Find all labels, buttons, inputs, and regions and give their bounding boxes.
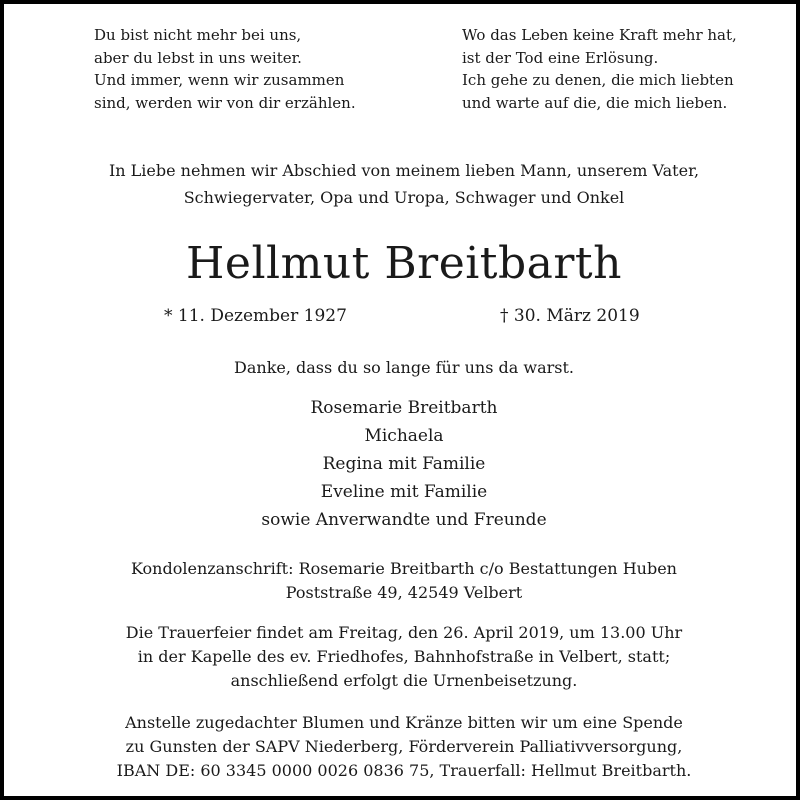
birth-date: * 11. Dezember 1927 — [164, 306, 347, 326]
donation-info — [4, 711, 800, 783]
intro-line: In Liebe nehmen wir Abschied von meinem lieben Mann, unserem Vater, — [108, 161, 700, 180]
death-date: † 30. März 2019 — [500, 306, 640, 326]
poem-line: aber du lebst in uns weiter. — [94, 48, 302, 67]
poem-line: sind, werden wir von dir erzählen. — [94, 93, 356, 112]
deceased-name: Hellmut Breitbarth — [186, 238, 622, 289]
poem-line: Wo das Leben keine Kraft mehr hat, — [462, 26, 737, 44]
thanks-line: Danke, dass du so lange für uns da warst. — [234, 358, 574, 377]
donation-line: zu Gunsten der SAPV Niederberg, Förderverein Palliativversorgung, — [125, 737, 683, 756]
funeral-info — [4, 621, 800, 693]
family-member: sowie Anverwandte und Freunde — [261, 510, 547, 530]
family-member: Eveline mit Familie — [320, 482, 488, 502]
family-member: Regina mit Familie — [322, 454, 486, 474]
poem-left — [94, 24, 356, 114]
donation-line: IBAN DE: 60 3345 0000 0026 0836 75, Trauerfall: Hellmut Breitbarth. — [116, 761, 692, 780]
poem-line: Ich gehe zu denen, die mich liebten — [462, 71, 734, 89]
poem-line: Du bist nicht mehr bei uns, — [94, 26, 302, 44]
condolence-address — [4, 557, 800, 605]
poem-line: ist der Tod eine Erlösung. — [462, 48, 659, 67]
poem-line: und warte auf die, die mich lieben. — [462, 93, 728, 112]
poem-right — [462, 24, 737, 114]
donation-line: Anstelle zugedachter Blumen und Kränze bitten wir um eine Spende — [125, 713, 683, 732]
intro-line: Schwiegervater, Opa und Uropa, Schwager und Onkel — [183, 188, 625, 207]
condolence-line: Kondolenzanschrift: Rosemarie Breitbarth c/o Bestattungen Huben — [131, 559, 677, 578]
funeral-line: anschließend erfolgt die Urnenbeisetzung. — [230, 671, 578, 690]
funeral-line: in der Kapelle des ev. Friedhofes, Bahnhofstraße in Velbert, statt; — [137, 647, 671, 666]
family-list — [4, 394, 800, 534]
funeral-line: Die Trauerfeier findet am Freitag, den 26. April 2019, um 13.00 Uhr — [125, 623, 683, 642]
poem-line: Und immer, wenn wir zusammen — [94, 71, 345, 89]
intro-text — [4, 157, 800, 211]
family-member: Michaela — [364, 426, 444, 446]
family-member: Rosemarie Breitbarth — [310, 398, 498, 418]
condolence-line: Poststraße 49, 42549 Velbert — [285, 583, 523, 602]
